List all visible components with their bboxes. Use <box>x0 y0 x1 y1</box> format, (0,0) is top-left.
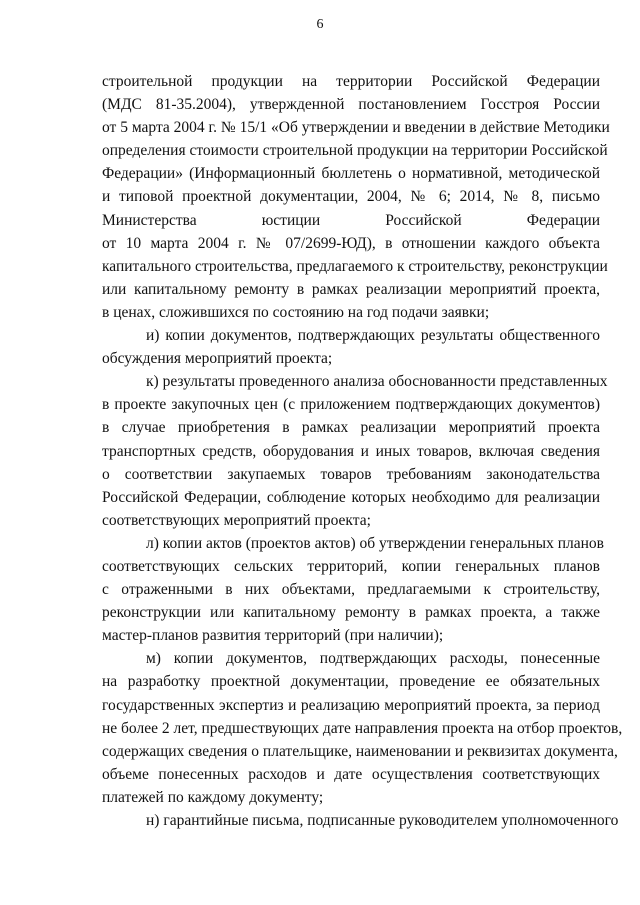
text-line: капитального строительства, предлагаемого к строительству, реконструкции <box>102 257 608 275</box>
text-line: (МДС 81-35.2004), утвержденной постановлением Госстроя России <box>102 96 600 114</box>
text-line: л) копии актов (проектов актов) об утверждении генеральных планов <box>146 534 604 552</box>
text-line: в проекте закупочных цен (с приложением подтверждающих документов) <box>102 396 600 414</box>
document-body <box>102 70 623 832</box>
text-line: реконструкции или капитальному ремонту в рамках проекта, а также <box>102 604 600 622</box>
text-line: или капитальному ремонту в рамках реализации мероприятий проекта, <box>102 280 600 298</box>
text-line: объеме понесенных расходов и дате осуществления соответствующих <box>102 765 600 783</box>
text-line: и типовой проектной документации, 2004, № 6; 2014, № 8, письмо <box>102 188 600 206</box>
text-line: государственных экспертиз и реализацию мероприятий проекта, за период <box>102 696 600 714</box>
text-line: о соответствии закупаемых товаров требованиям законодательства <box>102 465 600 483</box>
text-line: определения стоимости строительной продукции на территории Российской <box>102 142 608 160</box>
text-line: строительной продукции на территории Российской Федерации <box>102 73 600 90</box>
text-line: н) гарантийные письма, подписанные руководителем уполномоченного <box>146 812 619 829</box>
text-line: соответствующих мероприятий проекта; <box>102 511 371 529</box>
page-number: 6 <box>316 17 324 32</box>
text-line: Министерства юстиции Российской Федерации <box>102 211 600 229</box>
text-line: к) результаты проведенного анализа обоснованности представленных <box>146 373 608 391</box>
text-line: в случае приобретения в рамках реализации мероприятий проекта <box>102 419 600 437</box>
text-line: мастер-планов развития территорий (при наличии); <box>102 627 444 645</box>
text-line: с отраженными в них объектами, предлагаемыми к строительству, <box>102 581 600 599</box>
text-line: Федерации» (Информационный бюллетень о нормативной, методической <box>102 165 600 183</box>
text-line: от 5 марта 2004 г. № 15/1 «Об утверждении и введении в действие Методики <box>102 119 610 137</box>
text-line: соответствующих сельских территорий, копии генеральных планов <box>102 557 600 575</box>
text-line: от 10 марта 2004 г. № 07/2699-ЮД), в отношении каждого объекта <box>102 234 600 252</box>
text-line: содержащих сведения о плательщике, наименовании и реквизитах документа, <box>102 742 618 760</box>
text-line: на разработку проектной документации, проведение ее обязательных <box>102 673 600 691</box>
text-line: обсуждения мероприятий проекта; <box>102 350 333 368</box>
text-line: м) копии документов, подтверждающих расходы, понесенные <box>146 650 600 668</box>
text-line: в ценах, сложившихся по состоянию на год подачи заявки; <box>102 303 490 321</box>
text-line: Российской Федерации, соблюдение которых необходимо для реализации <box>102 488 600 506</box>
text-line: платежей по каждому документу; <box>102 788 324 806</box>
text-line: транспортных средств, оборудования и иных товаров, включая сведения <box>102 442 600 460</box>
text-line: и) копии документов, подтверждающих результаты общественного <box>146 327 600 345</box>
text-line: не более 2 лет, предшествующих дате направления проекта на отбор проектов, <box>102 719 623 737</box>
